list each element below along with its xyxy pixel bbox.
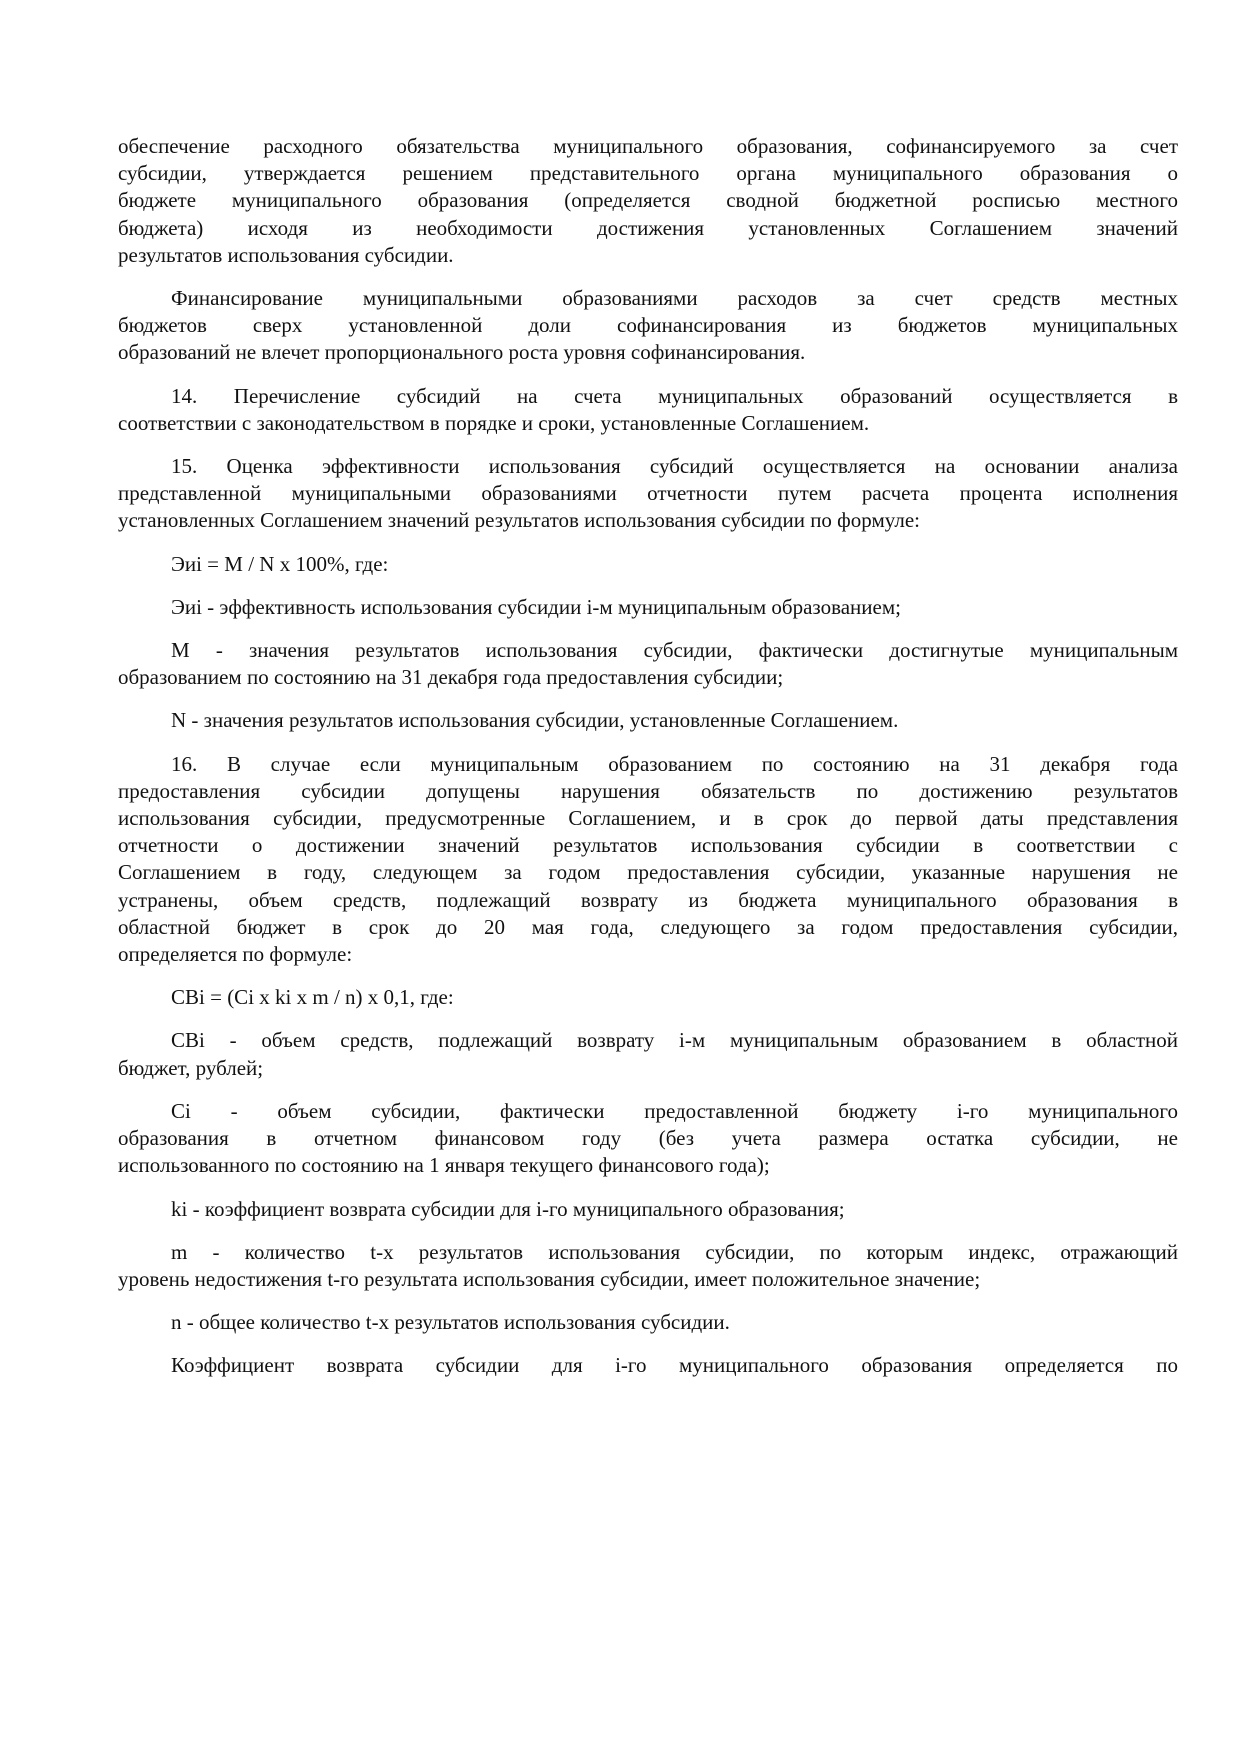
- paragraph: [118, 1239, 1178, 1293]
- text-line: Ci - объем субсидии, фактически предоставленной бюджету i-го муниципального: [171, 1098, 1178, 1123]
- text-line: 15. Оценка эффективности использования субсидий осуществляется на основании анализа: [171, 454, 1178, 479]
- paragraph: [118, 637, 1178, 691]
- paragraph: [118, 1027, 1178, 1081]
- text-line: Эиi = M / N x 100%, где:: [171, 551, 389, 576]
- paragraph: [118, 751, 1178, 969]
- text-line: определяется по формуле:: [118, 942, 353, 967]
- paragraph: [118, 984, 1178, 1011]
- paragraph: [118, 594, 1178, 621]
- text-line: ki - коэффициент возврата субсидии для i-го муниципального образования;: [171, 1196, 845, 1221]
- text-line: соответствии с законодательством в порядке и сроки, установленные Соглашением.: [118, 410, 870, 435]
- paragraph: [118, 707, 1178, 734]
- paragraph: [118, 1352, 1178, 1379]
- text-line: Коэффициент возврата субсидии для i-го муниципального образования определяется по: [171, 1353, 1178, 1378]
- text-line: M - значения результатов использования субсидии, фактически достигнутые муниципальным: [171, 638, 1178, 663]
- paragraph: [118, 383, 1178, 437]
- text-line: обеспечение расходного обязательства муниципального образования, софинансируемого за счет: [118, 134, 1178, 158]
- text-line: Эиi - эффективность использования субсидии i-м муниципальным образованием;: [171, 594, 901, 619]
- text-line: n - общее количество t-x результатов использования субсидии.: [171, 1310, 730, 1335]
- text-line: бюджета) исходя из необходимости достижения установленных Соглашением значений: [118, 215, 1178, 240]
- paragraph: [118, 1309, 1178, 1336]
- text-line: устранены, объем средств, подлежащий возврату из бюджета муниципального образования в: [118, 887, 1178, 912]
- paragraph: [118, 1196, 1178, 1223]
- paragraph: [118, 551, 1178, 578]
- paragraph: [118, 1098, 1178, 1180]
- text-line: уровень недостижения t-го результата использования субсидии, имеет положительное значение;: [118, 1266, 981, 1291]
- text-line: 16. В случае если муниципальным образованием по состоянию на 31 декабря года: [171, 751, 1178, 776]
- paragraph: [118, 453, 1178, 535]
- text-line: N - значения результатов использования субсидии, установленные Соглашением.: [171, 708, 899, 733]
- text-line: Финансирование муниципальными образованиями расходов за счет средств местных: [171, 286, 1178, 311]
- paragraph: [118, 133, 1178, 269]
- text-line: CBi = (Ci x ki x m / n) x 0,1, где:: [171, 985, 454, 1010]
- text-line: использованного по состоянию на 1 января текущего финансового года);: [118, 1153, 770, 1178]
- text-line: представленной муниципальными образованиями отчетности путем расчета процента исполнения: [118, 481, 1178, 506]
- text-line: отчетности о достижении значений результатов использования субсидии в соответствии с: [118, 833, 1178, 858]
- text-line: CBi - объем средств, подлежащий возврату i-м муниципальным образованием в областной: [171, 1028, 1178, 1053]
- text-line: m - количество t-x результатов использования субсидии, по которым индекс, отражающий: [171, 1239, 1178, 1264]
- text-line: субсидии, утверждается решением представительного органа муниципального образования о: [118, 161, 1178, 186]
- text-line: 14. Перечисление субсидий на счета муниципальных образований осуществляется в: [171, 383, 1178, 408]
- text-line: установленных Соглашением значений результатов использования субсидии по формуле:: [118, 508, 920, 533]
- text-line: использования субсидии, предусмотренные Соглашением, и в срок до первой даты представления: [118, 806, 1178, 831]
- text-line: результатов использования субсидии.: [118, 242, 454, 267]
- text-line: образованием по состоянию на 31 декабря года предоставления субсидии;: [118, 665, 784, 690]
- paragraph: [118, 285, 1178, 367]
- text-line: Соглашением в году, следующем за годом предоставления субсидии, указанные нарушения не: [118, 860, 1178, 885]
- text-line: предоставления субсидии допущены нарушения обязательств по достижению результатов: [118, 778, 1178, 803]
- text-line: областной бюджет в срок до 20 мая года, следующего за годом предоставления субсидии,: [118, 914, 1178, 939]
- text-line: образований не влечет пропорционального роста уровня софинансирования.: [118, 340, 806, 365]
- text-line: образования в отчетном финансовом году (без учета размера остатка субсидии, не: [118, 1126, 1178, 1151]
- text-line: бюджет, рублей;: [118, 1055, 264, 1080]
- text-line: бюджетов сверх установленной доли софинансирования из бюджетов муниципальных: [118, 313, 1178, 338]
- document-page: [118, 133, 1178, 1396]
- text-line: бюджете муниципального образования (определяется сводной бюджетной росписью местного: [118, 188, 1178, 213]
